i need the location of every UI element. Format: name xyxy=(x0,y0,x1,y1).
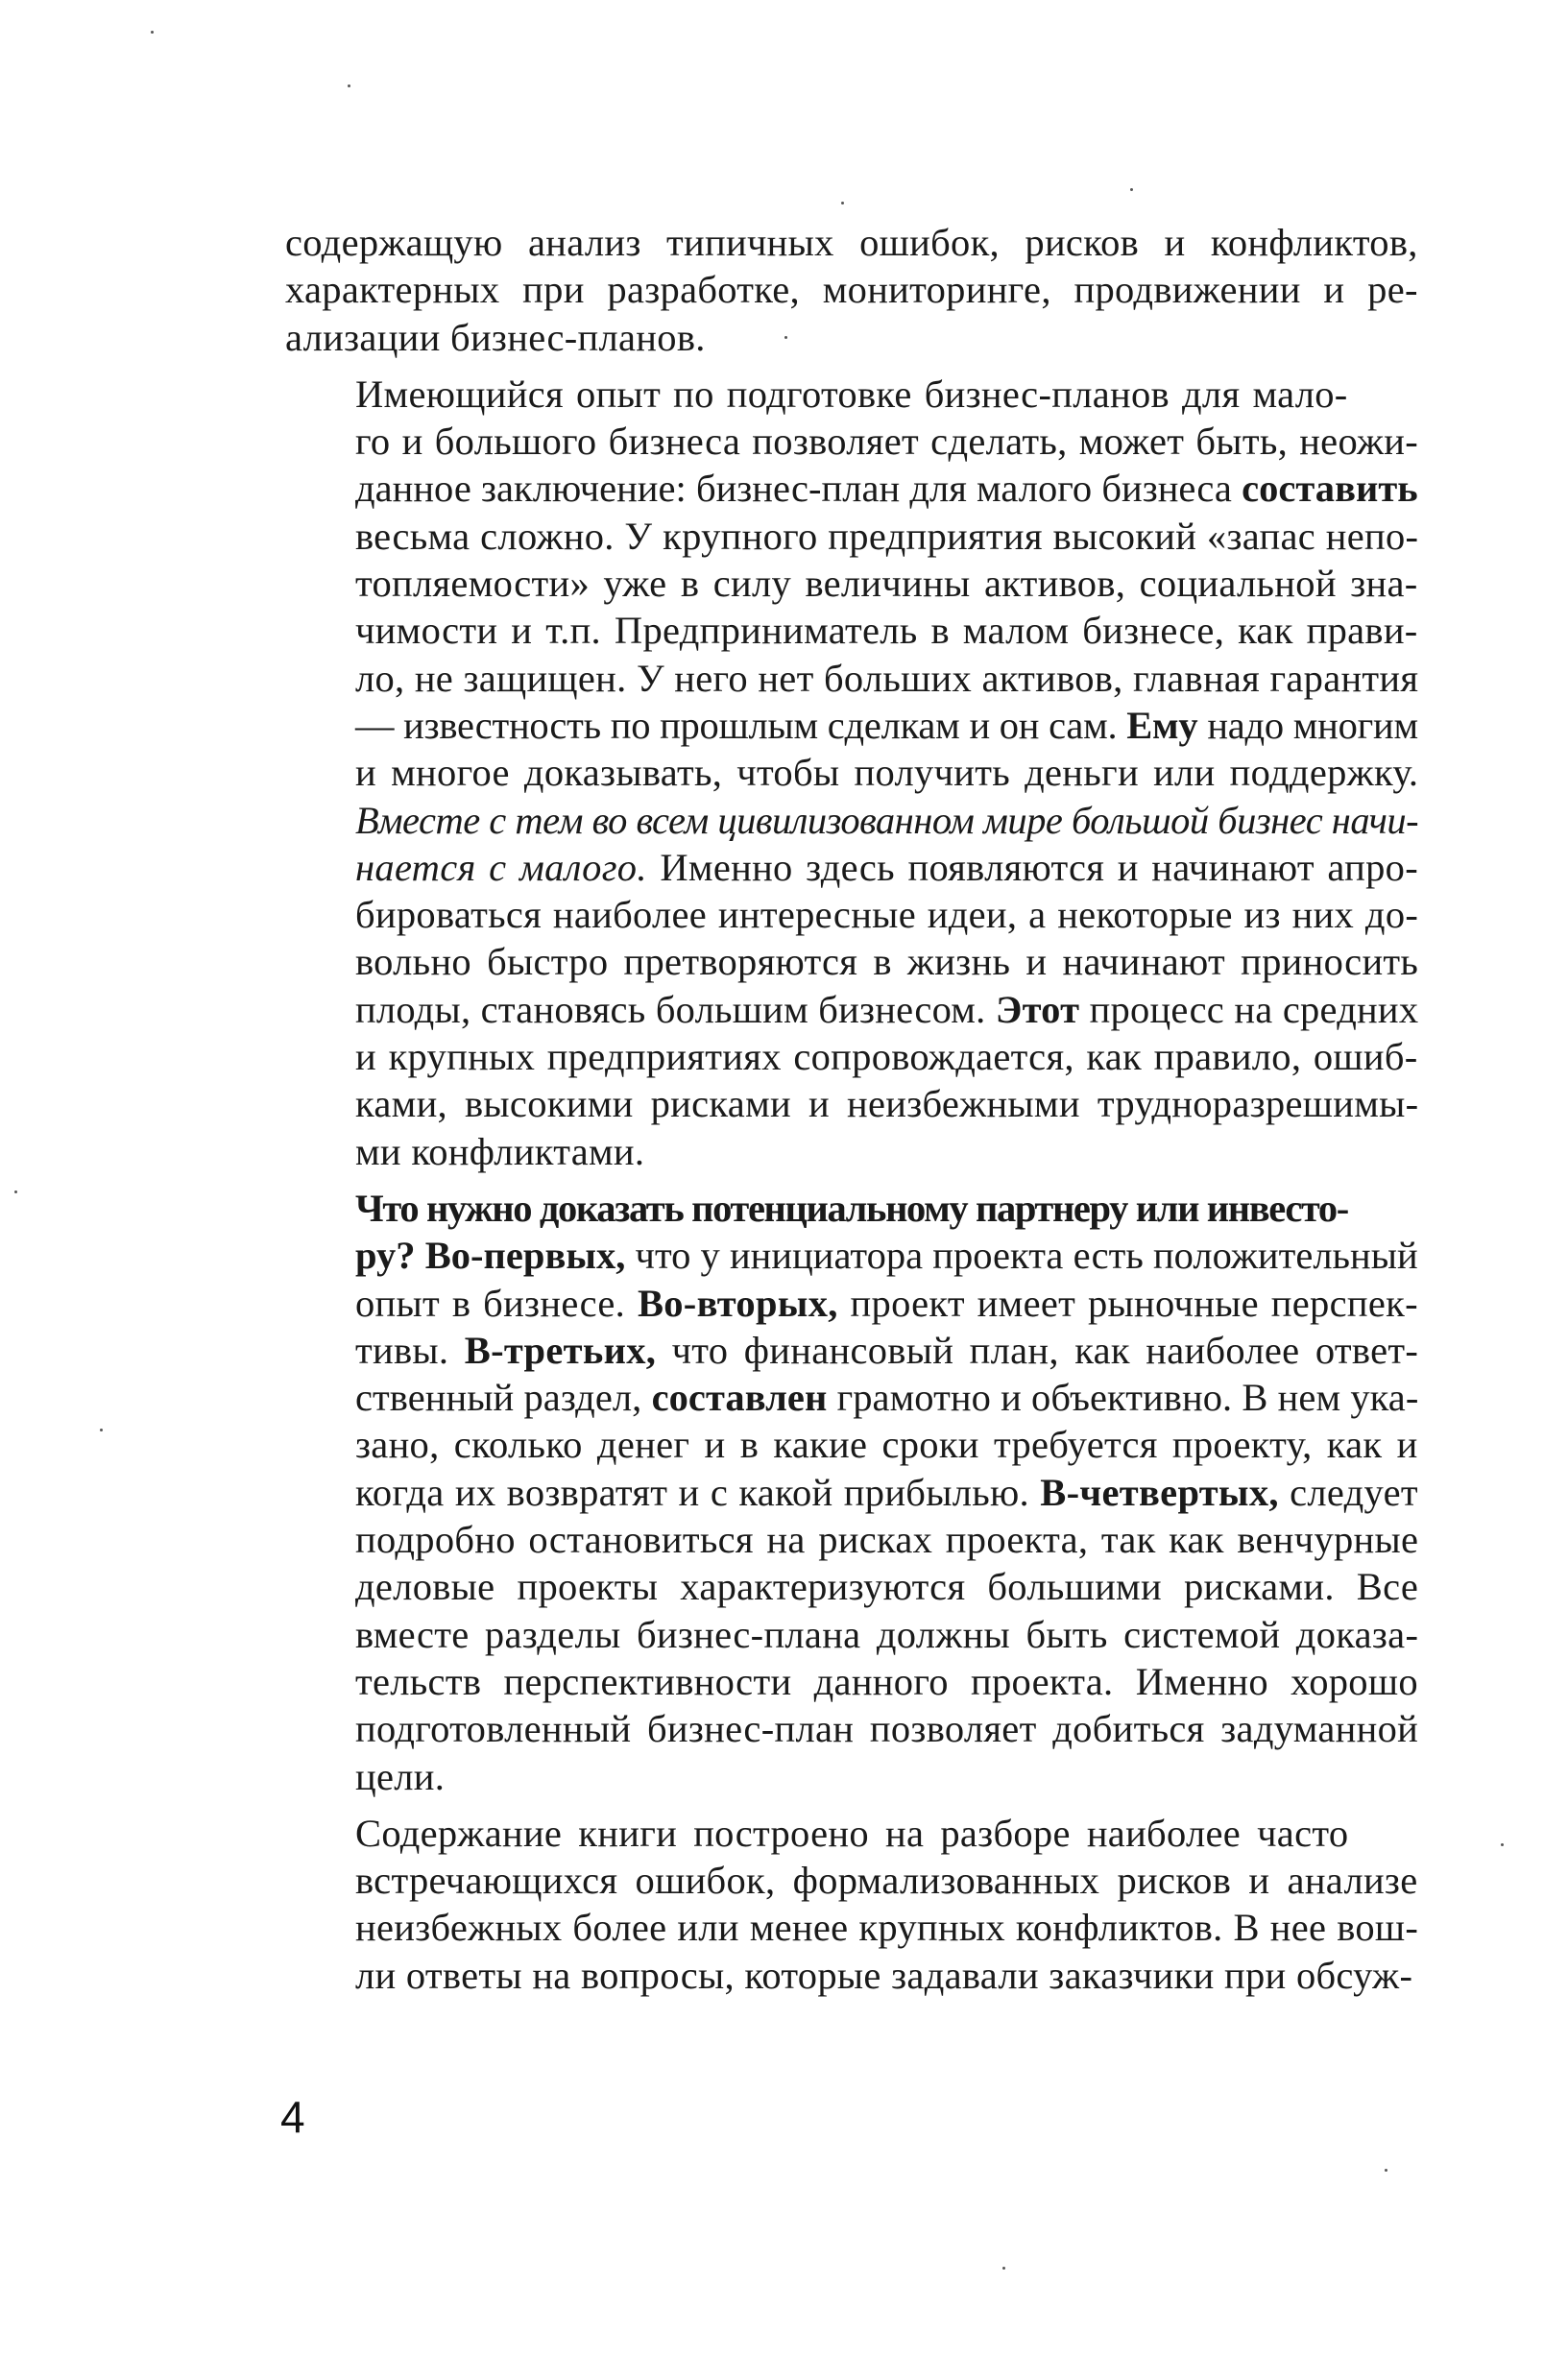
text-line xyxy=(285,513,1418,560)
text-run: ли ответы на вопросы, которые задавали заказчики при обсуж- xyxy=(355,1953,1413,1997)
text-line xyxy=(285,1563,1418,1610)
text-run: ло, не защищен. У него нет больших активов, главная гарантия xyxy=(355,656,1419,700)
text-line xyxy=(285,266,1418,313)
text-line xyxy=(285,1128,1418,1175)
text-run: вместе разделы бизнес-плана должны быть системой доказа- xyxy=(355,1612,1419,1656)
text-run: топляемости» уже в силу величины активов, социальной зна- xyxy=(355,562,1418,606)
text-run: подробно остановиться на рисках проекта, так как венчурные xyxy=(355,1518,1419,1562)
scan-speck xyxy=(14,1190,17,1193)
italic-run: нается с малого. xyxy=(355,845,647,889)
scan-speck xyxy=(1002,2267,1005,2270)
text-line xyxy=(285,1327,1418,1374)
italic-run: Вместе с тем во всем цивилизованном мире большой бизнес начи- xyxy=(355,798,1419,842)
text-run: ственный раздел, xyxy=(355,1376,652,1420)
body-text xyxy=(285,219,1418,1999)
text-line xyxy=(285,607,1418,654)
text-line xyxy=(285,1857,1418,1904)
text-line xyxy=(285,1374,1418,1421)
text-line xyxy=(285,702,1418,749)
text-line xyxy=(285,1185,1418,1232)
text-run: плоды, становясь большим бизнесом. xyxy=(355,987,996,1031)
text-line xyxy=(285,1280,1418,1327)
bold-run: составить xyxy=(1242,467,1418,511)
text-run: что у инициатора проекта есть положительный xyxy=(625,1234,1418,1278)
text-line xyxy=(285,465,1418,512)
scan-speck xyxy=(100,1429,103,1431)
text-line xyxy=(285,1421,1418,1468)
text-line xyxy=(285,219,1418,266)
text-run: ками, высокими рисками и неизбежными трудноразрешимы- xyxy=(355,1082,1419,1126)
scan-speck xyxy=(151,31,154,34)
text-run: и многое доказывать, чтобы получить деньги или поддержку. xyxy=(355,751,1419,795)
text-run: весьма сложно. У крупного предприятия высокий «запас непо- xyxy=(355,514,1419,558)
text-run: что финансовый план, как наиболее ответ- xyxy=(656,1328,1419,1372)
text-run: неизбежных более или менее крупных конфликтов. В нее вош- xyxy=(355,1906,1419,1950)
text-line xyxy=(285,1810,1418,1857)
text-line xyxy=(285,371,1418,418)
text-run: ми конфликтами. xyxy=(355,1129,645,1173)
bold-run: Ему xyxy=(1126,703,1198,747)
bold-run: Во-вторых, xyxy=(637,1281,838,1325)
bold-run: Что нужно доказать потенциальному партнеру или инвесто- xyxy=(355,1186,1348,1230)
scan-speck xyxy=(784,336,787,339)
text-line xyxy=(285,986,1418,1033)
text-run: грамотно и объективно. В нем ука- xyxy=(827,1376,1419,1420)
text-line xyxy=(285,1516,1418,1563)
text-line xyxy=(285,1904,1418,1951)
scan-speck xyxy=(1501,1843,1504,1846)
text-line xyxy=(285,418,1418,465)
bold-run: Этот xyxy=(995,987,1080,1031)
text-run: данное заключение: бизнес-план для малого бизнеса xyxy=(355,467,1242,511)
scan-speck xyxy=(348,84,350,87)
text-line xyxy=(285,1033,1418,1080)
text-run: Именно здесь появляются и начинают апро- xyxy=(646,845,1418,889)
text-line xyxy=(285,1753,1418,1800)
bold-run: составлен xyxy=(651,1376,828,1420)
text-run: подготовленный бизнес-план позволяет добиться задуманной xyxy=(355,1707,1419,1751)
text-run: ализации бизнес-планов. xyxy=(285,315,706,359)
text-run: процесс на средних xyxy=(1079,987,1419,1031)
bold-run: В-третьих, xyxy=(464,1328,657,1372)
text-run: тивы. xyxy=(355,1328,465,1372)
text-run: содержащую анализ типичных ошибок, рисков и конфликтов, xyxy=(285,221,1418,264)
text-run: го и большого бизнеса позволяет сделать, может быть, неожи- xyxy=(355,420,1419,464)
text-run: — известность по прошлым сделкам и он сам. xyxy=(355,703,1127,747)
text-line xyxy=(285,844,1418,891)
text-run: следует xyxy=(1278,1470,1418,1514)
scan-speck xyxy=(841,202,844,204)
text-line xyxy=(285,891,1418,938)
text-line xyxy=(285,1611,1418,1658)
scan-speck xyxy=(1385,2169,1387,2172)
text-run: чимости и т.п. Предприниматель в малом бизнесе, как прави- xyxy=(355,609,1418,653)
text-line xyxy=(285,1658,1418,1705)
text-line xyxy=(285,1469,1418,1516)
text-line xyxy=(285,1080,1418,1127)
text-line xyxy=(285,1232,1418,1279)
text-run: опыт в бизнесе. xyxy=(355,1281,638,1325)
scan-speck xyxy=(1130,188,1133,191)
page-number: 4 xyxy=(280,2092,305,2142)
text-run: Содержание книги построено на разборе наиболее часто xyxy=(355,1811,1349,1855)
text-run: вольно быстро претворяются в жизнь и начинают приносить xyxy=(355,940,1419,984)
text-run: Имеющийся опыт по подготовке бизнес-планов для мало- xyxy=(355,372,1348,416)
paragraph-p4 xyxy=(285,1810,1418,1999)
text-run: встречающихся ошибок, формализованных рисков и анализе xyxy=(355,1859,1418,1903)
text-line xyxy=(285,560,1418,607)
text-run: тельств перспективности данного проекта. Именно хорошо xyxy=(355,1659,1418,1703)
paragraph-p1 xyxy=(285,219,1418,361)
paragraph-p3 xyxy=(285,1185,1418,1800)
text-line xyxy=(285,1705,1418,1752)
text-run: надо многим xyxy=(1197,703,1418,747)
bold-run: ру? Во-первых, xyxy=(355,1234,626,1278)
text-run: и крупных предприятиях сопровождается, как правило, ошиб- xyxy=(355,1035,1418,1079)
text-line xyxy=(285,314,1418,361)
bold-run: В-четвертых, xyxy=(1040,1470,1279,1514)
text-line xyxy=(285,1952,1418,1999)
text-line xyxy=(285,797,1418,844)
paragraph-p2 xyxy=(285,371,1418,1175)
text-run: бироваться наиболее интересные идеи, а некоторые из них до- xyxy=(355,893,1419,937)
text-run: проект имеет рыночные перспек- xyxy=(837,1281,1418,1325)
text-run: цели. xyxy=(355,1754,446,1798)
text-run: деловые проекты характеризуются большими рисками. Все xyxy=(355,1565,1419,1609)
text-line xyxy=(285,749,1418,796)
text-line xyxy=(285,655,1418,702)
text-line xyxy=(285,938,1418,985)
text-run: зано, сколько денег и в какие сроки требуется проекту, как и xyxy=(355,1423,1418,1467)
text-run: когда их возвратят и с какой прибылью. xyxy=(355,1470,1041,1514)
text-run: характерных при разработке, мониторинге, продвижении и ре- xyxy=(285,268,1418,312)
